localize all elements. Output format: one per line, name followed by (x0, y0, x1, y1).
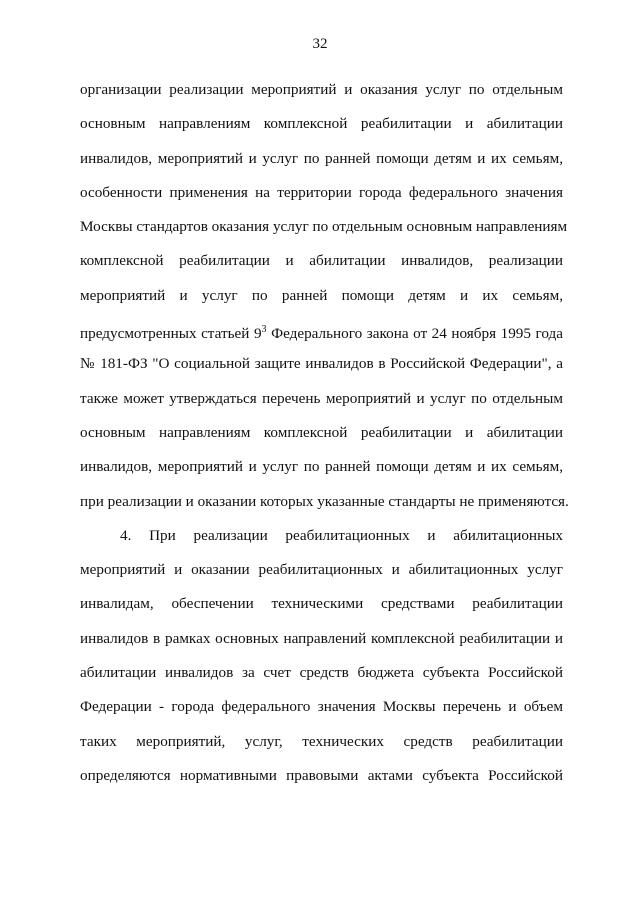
text-line: мероприятий и услуг по ранней помощи детям и их семьям, (80, 286, 563, 304)
text-line: комплексной реабилитации и абилитации инвалидов, реализации (80, 252, 563, 270)
text-line: Федерации - города федерального значения Москвы перечень и объем (80, 698, 563, 716)
text-line: абилитации инвалидов за счет средств бюджета субъекта Российской (80, 664, 563, 682)
text-line-with-superscript (80, 313, 563, 347)
text-line: мероприятий и оказании реабилитационных и абилитационных услуг (80, 561, 563, 579)
text-segment: предусмотренных статьей 9 (80, 325, 262, 343)
text-line: основным направлениям комплексной реабилитации и абилитации (80, 423, 563, 441)
text-segment: Федерального закона от 24 ноября 1995 года (266, 325, 564, 343)
text-line: инвалидов, мероприятий и услуг по ранней помощи детям и их семьям, (80, 458, 563, 476)
text-line: инвалидов в рамках основных направлений комплексной реабилитации и (80, 629, 563, 647)
text-line: инвалидам, обеспечении техническими средствами реабилитации (80, 595, 563, 613)
body-text (80, 73, 569, 793)
paragraph-end-line: при реализации и оказании которых указанные стандарты не применяются. (80, 492, 569, 510)
text-line: организации реализации мероприятий и оказания услуг по отдельным (80, 81, 563, 98)
paragraph-start-line: 4. При реализации реабилитационных и абилитационных (120, 526, 563, 544)
text-line: особенности применения на территории города федерального значения (80, 183, 563, 201)
text-line: инвалидов, мероприятий и услуг по ранней помощи детям и их семьям, (80, 149, 563, 167)
text-line: Москвы стандартов оказания услуг по отдельным основным направлениям (80, 218, 568, 236)
superscript: 3 (261, 324, 267, 336)
text-line: основным направлениям комплексной реабилитации и абилитации (80, 115, 563, 133)
page-number: 32 (312, 36, 328, 52)
text-line: также может утверждаться перечень мероприятий и услуг по отдельным (80, 389, 563, 407)
text-line: определяются нормативными правовыми актами субъекта Российской (80, 766, 563, 784)
text-line: № 181-ФЗ "О социальной защите инвалидов в Российской Федерации", а (80, 355, 563, 373)
text-line: таких мероприятий, услуг, технических средств реабилитации (80, 732, 563, 750)
